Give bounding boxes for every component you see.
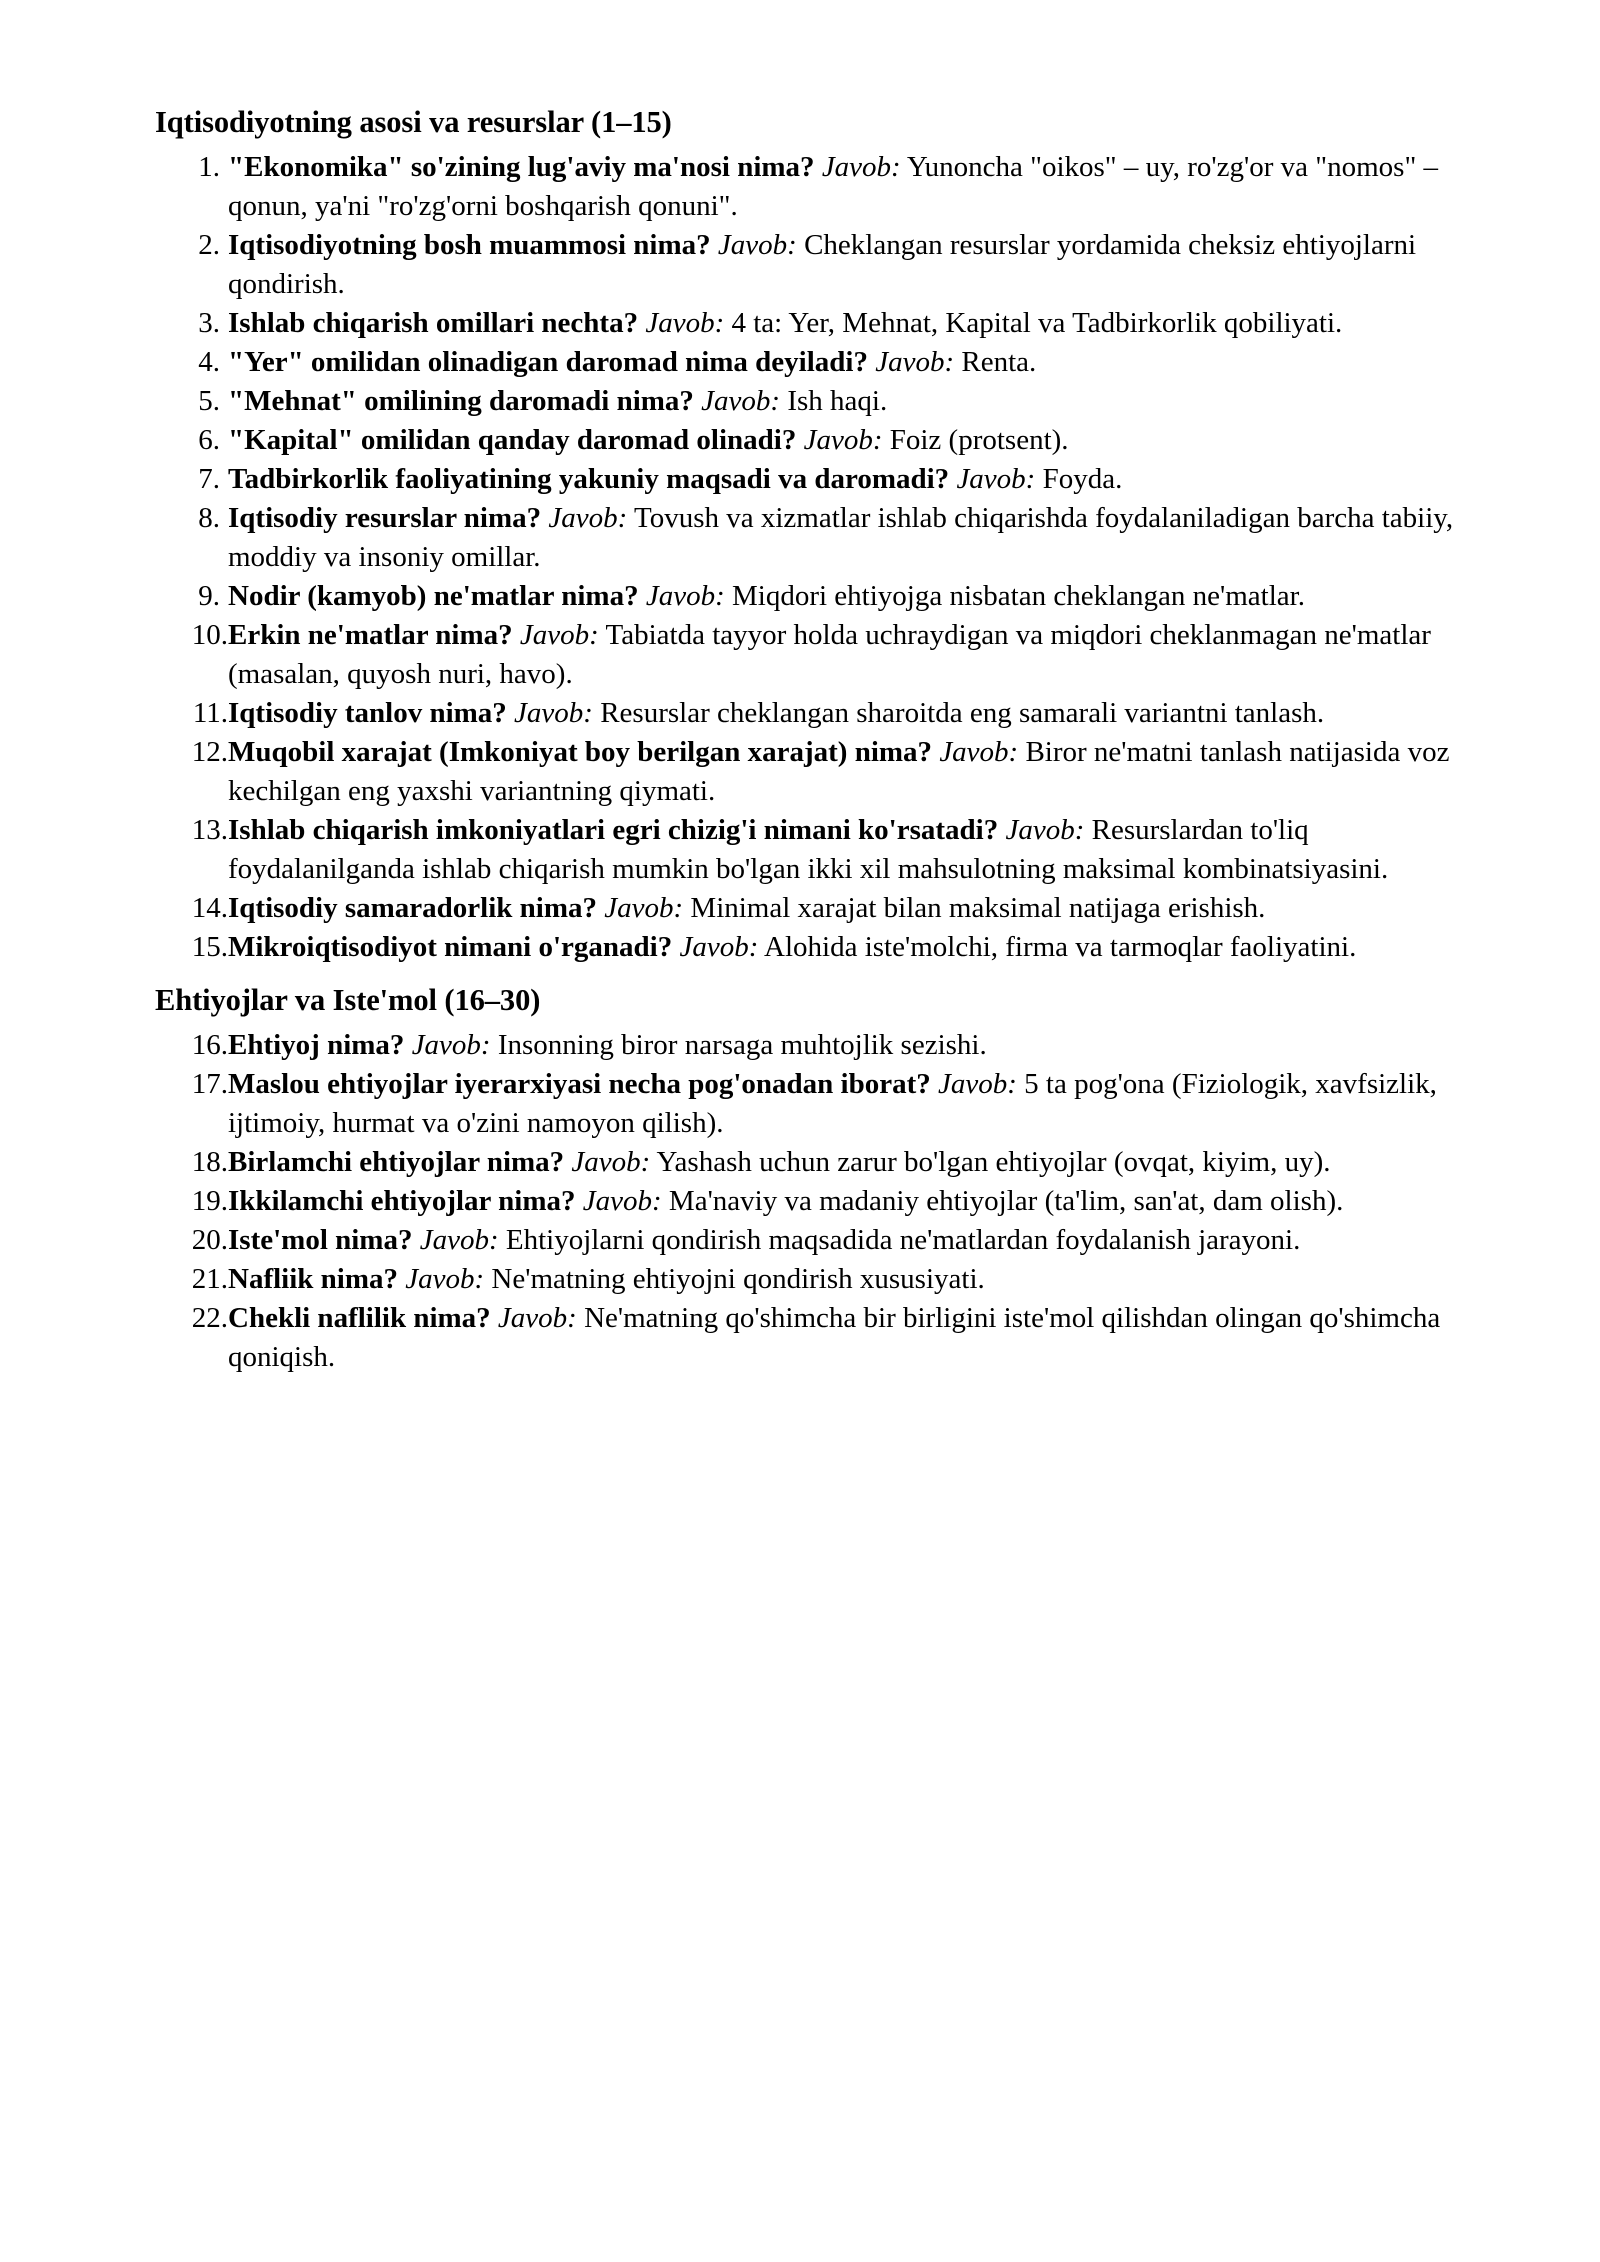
answer-text: Resurslardan to'liq foydalanilganda ishlab chiqarish mumkin bo'lgan ikki xil mahsulotning maksimal kombinatsiyasini.: [228, 813, 1389, 885]
answer-text: Alohida iste'molchi, firma va tarmoqlar faoliyatini.: [764, 930, 1357, 963]
document-content: [155, 104, 1460, 1377]
list-marker: 16.: [191, 1028, 228, 1061]
answer-text: Yunoncha "oikos" – uy, ro'zg'or va "nomos" – qonun, ya'ni "ro'zg'orni boshqarish qonuni".: [228, 150, 1439, 222]
answer-label: Javob:: [497, 1301, 577, 1334]
list-marker: 15.: [191, 930, 228, 963]
qa-list: [155, 1026, 1460, 1377]
answer-label: Javob:: [939, 735, 1019, 768]
question-text: Iqtisodiy resurslar nima?: [228, 501, 542, 534]
question-text: Iqtisodiy samaradorlik nima?: [228, 891, 597, 924]
list-marker: 2.: [198, 228, 220, 261]
answer-label: Javob:: [548, 501, 628, 534]
list-marker: 19.: [191, 1184, 228, 1217]
list-item: [155, 1143, 1460, 1182]
list-item: [155, 1221, 1460, 1260]
list-item: [155, 1299, 1460, 1377]
list-item: [155, 1182, 1460, 1221]
section-block: [155, 104, 1460, 967]
question-text: Muqobil xarajat (Imkoniyat boy berilgan xarajat) nima?: [228, 735, 933, 768]
answer-text: Tabiatda tayyor holda uchraydigan va miqdori cheklanmagan ne'matlar (masalan, quyosh nuri, havo).: [228, 618, 1431, 690]
question-text: Birlamchi ehtiyojlar nima?: [228, 1145, 565, 1178]
answer-text: Minimal xarajat bilan maksimal natijaga erishish.: [690, 891, 1266, 924]
list-marker: 21.: [191, 1262, 228, 1295]
answer-text: Insonning biror narsaga muhtojlik sezishi.: [497, 1028, 987, 1061]
question-text: Ishlab chiqarish imkoniyatlari egri chizig'i nimani ko'rsatadi?: [228, 813, 999, 846]
question-text: "Kapital" omilidan qanday daromad olinadi?: [228, 423, 797, 456]
answer-label: Javob:: [803, 423, 883, 456]
list-marker: 5.: [198, 384, 220, 417]
answer-label: Javob:: [956, 462, 1036, 495]
section-heading: Ehtiyojlar va Iste'mol (16–30): [155, 982, 541, 1017]
list-item: [155, 928, 1460, 967]
list-marker: 1.: [198, 150, 220, 183]
list-marker: 10.: [191, 618, 228, 651]
list-marker: 6.: [198, 423, 220, 456]
answer-text: Ish haqi.: [787, 384, 888, 417]
answer-label: Javob:: [519, 618, 599, 651]
list-item: [155, 343, 1460, 382]
question-text: Maslou ehtiyojlar iyerarxiyasi necha pog'onadan iborat?: [228, 1067, 931, 1100]
list-item: [155, 460, 1460, 499]
list-marker: 4.: [198, 345, 220, 378]
question-text: Ikkilamchi ehtiyojlar nima?: [228, 1184, 576, 1217]
answer-text: Yashash uchun zarur bo'lgan ehtiyojlar (ovqat, kiyim, uy).: [656, 1145, 1331, 1178]
answer-text: Ma'naviy va madaniy ehtiyojlar (ta'lim, san'at, dam olish).: [668, 1184, 1344, 1217]
answer-text: Cheklangan resurslar yordamida cheksiz ehtiyojlarni qondirish.: [228, 228, 1417, 300]
list-marker: 22.: [191, 1301, 228, 1334]
question-text: Mikroiqtisodiyot nimani o'rganadi?: [228, 930, 673, 963]
answer-text: 5 ta pog'ona (Fiziologik, xavfsizlik, ijtimoiy, hurmat va o'zini namoyon qilish).: [228, 1067, 1437, 1139]
question-text: Ehtiyoj nima?: [228, 1028, 405, 1061]
list-item: [155, 811, 1460, 889]
answer-label: Javob:: [514, 696, 593, 729]
qa-list: [155, 148, 1460, 967]
answer-label: Javob:: [405, 1262, 485, 1295]
list-item: [155, 1260, 1460, 1299]
question-text: Nafliik nima?: [228, 1262, 398, 1295]
list-item: [155, 499, 1460, 577]
question-text: Iqtisodiy tanlov nima?: [228, 696, 507, 729]
list-item: [155, 577, 1460, 616]
question-text: Chekli naflilik nima?: [228, 1301, 491, 1334]
answer-label: Javob:: [717, 228, 797, 261]
list-item: [155, 382, 1460, 421]
answer-text: Tovush va xizmatlar ishlab chiqarishda foydalaniladigan barcha tabiiy, moddiy va insoniy omillar.: [228, 501, 1454, 573]
section-spacer: [155, 967, 1460, 982]
answer-text: Ne'matning qo'shimcha bir birligini iste'mol qilishdan olingan qo'shimcha qoniqish.: [228, 1301, 1441, 1373]
answer-text: Foiz (protsent).: [889, 423, 1069, 456]
answer-text: Foyda.: [1042, 462, 1123, 495]
answer-text: Biror ne'matni tanlash natijasida voz kechilgan eng yaxshi variantning qiymati.: [228, 735, 1450, 807]
question-text: Ishlab chiqarish omillari nechta?: [228, 306, 639, 339]
answer-label: Javob:: [701, 384, 781, 417]
list-item: [155, 421, 1460, 460]
answer-label: Javob:: [419, 1223, 499, 1256]
section-block: [155, 982, 1460, 1377]
question-text: Tadbirkorlik faoliyatining yakuniy maqsadi va daromadi?: [228, 462, 950, 495]
answer-text: Ne'matning ehtiyojni qondirish xususiyati.: [491, 1262, 985, 1295]
list-marker: 14.: [191, 891, 228, 924]
question-text: "Ekonomika" so'zining lug'aviy ma'nosi nima?: [228, 150, 815, 183]
answer-label: Javob:: [937, 1067, 1017, 1100]
answer-text: Renta.: [961, 345, 1037, 378]
list-marker: 12.: [191, 735, 228, 768]
question-text: Nodir (kamyob) ne'matlar nima?: [228, 579, 639, 612]
list-marker: 8.: [198, 501, 220, 534]
section-heading: Iqtisodiyotning asosi va resurslar (1–15): [155, 105, 672, 139]
answer-text: 4 ta: Yer, Mehnat, Kapital va Tadbirkorlik qobiliyati.: [731, 306, 1343, 339]
answer-label: Javob:: [679, 930, 759, 963]
answer-label: Javob:: [645, 306, 725, 339]
list-marker: 3.: [198, 306, 220, 339]
answer-label: Javob:: [582, 1184, 662, 1217]
list-item: [155, 889, 1460, 928]
answer-label: Javob:: [875, 345, 955, 378]
answer-text: Miqdori ehtiyojga nisbatan cheklangan ne'matlar.: [731, 579, 1305, 612]
list-item: [155, 226, 1460, 304]
list-item: [155, 148, 1460, 226]
question-text: "Mehnat" omilining daromadi nima?: [228, 384, 694, 417]
answer-text: Ehtiyojlarni qondirish maqsadida ne'matlardan foydalanish jarayoni.: [505, 1223, 1301, 1256]
question-text: Iqtisodiyotning bosh muammosi nima?: [228, 228, 711, 261]
list-marker: 11.: [192, 696, 228, 729]
list-marker: 9.: [198, 579, 220, 612]
list-item: [155, 1065, 1460, 1143]
question-text: Erkin ne'matlar nima?: [228, 618, 513, 651]
answer-label: Javob:: [821, 150, 901, 183]
answer-label: Javob:: [604, 891, 684, 924]
list-item: [155, 733, 1460, 811]
list-item: [155, 694, 1460, 733]
list-item: [155, 304, 1460, 343]
answer-label: Javob:: [645, 579, 725, 612]
list-item: [155, 1026, 1460, 1065]
list-marker: 13.: [191, 813, 228, 846]
list-marker: 7.: [198, 462, 220, 495]
list-marker: 17.: [191, 1067, 228, 1100]
list-marker: 18.: [191, 1145, 228, 1178]
answer-label: Javob:: [411, 1028, 491, 1061]
answer-label: Javob:: [571, 1145, 651, 1178]
list-marker: 20.: [191, 1223, 228, 1256]
answer-text: Resurslar cheklangan sharoitda eng samarali variantni tanlash.: [600, 696, 1325, 729]
question-text: Iste'mol nima?: [228, 1223, 413, 1256]
list-item: [155, 616, 1460, 694]
question-text: "Yer" omilidan olinadigan daromad nima deyiladi?: [228, 345, 868, 378]
answer-label: Javob:: [1005, 813, 1085, 846]
